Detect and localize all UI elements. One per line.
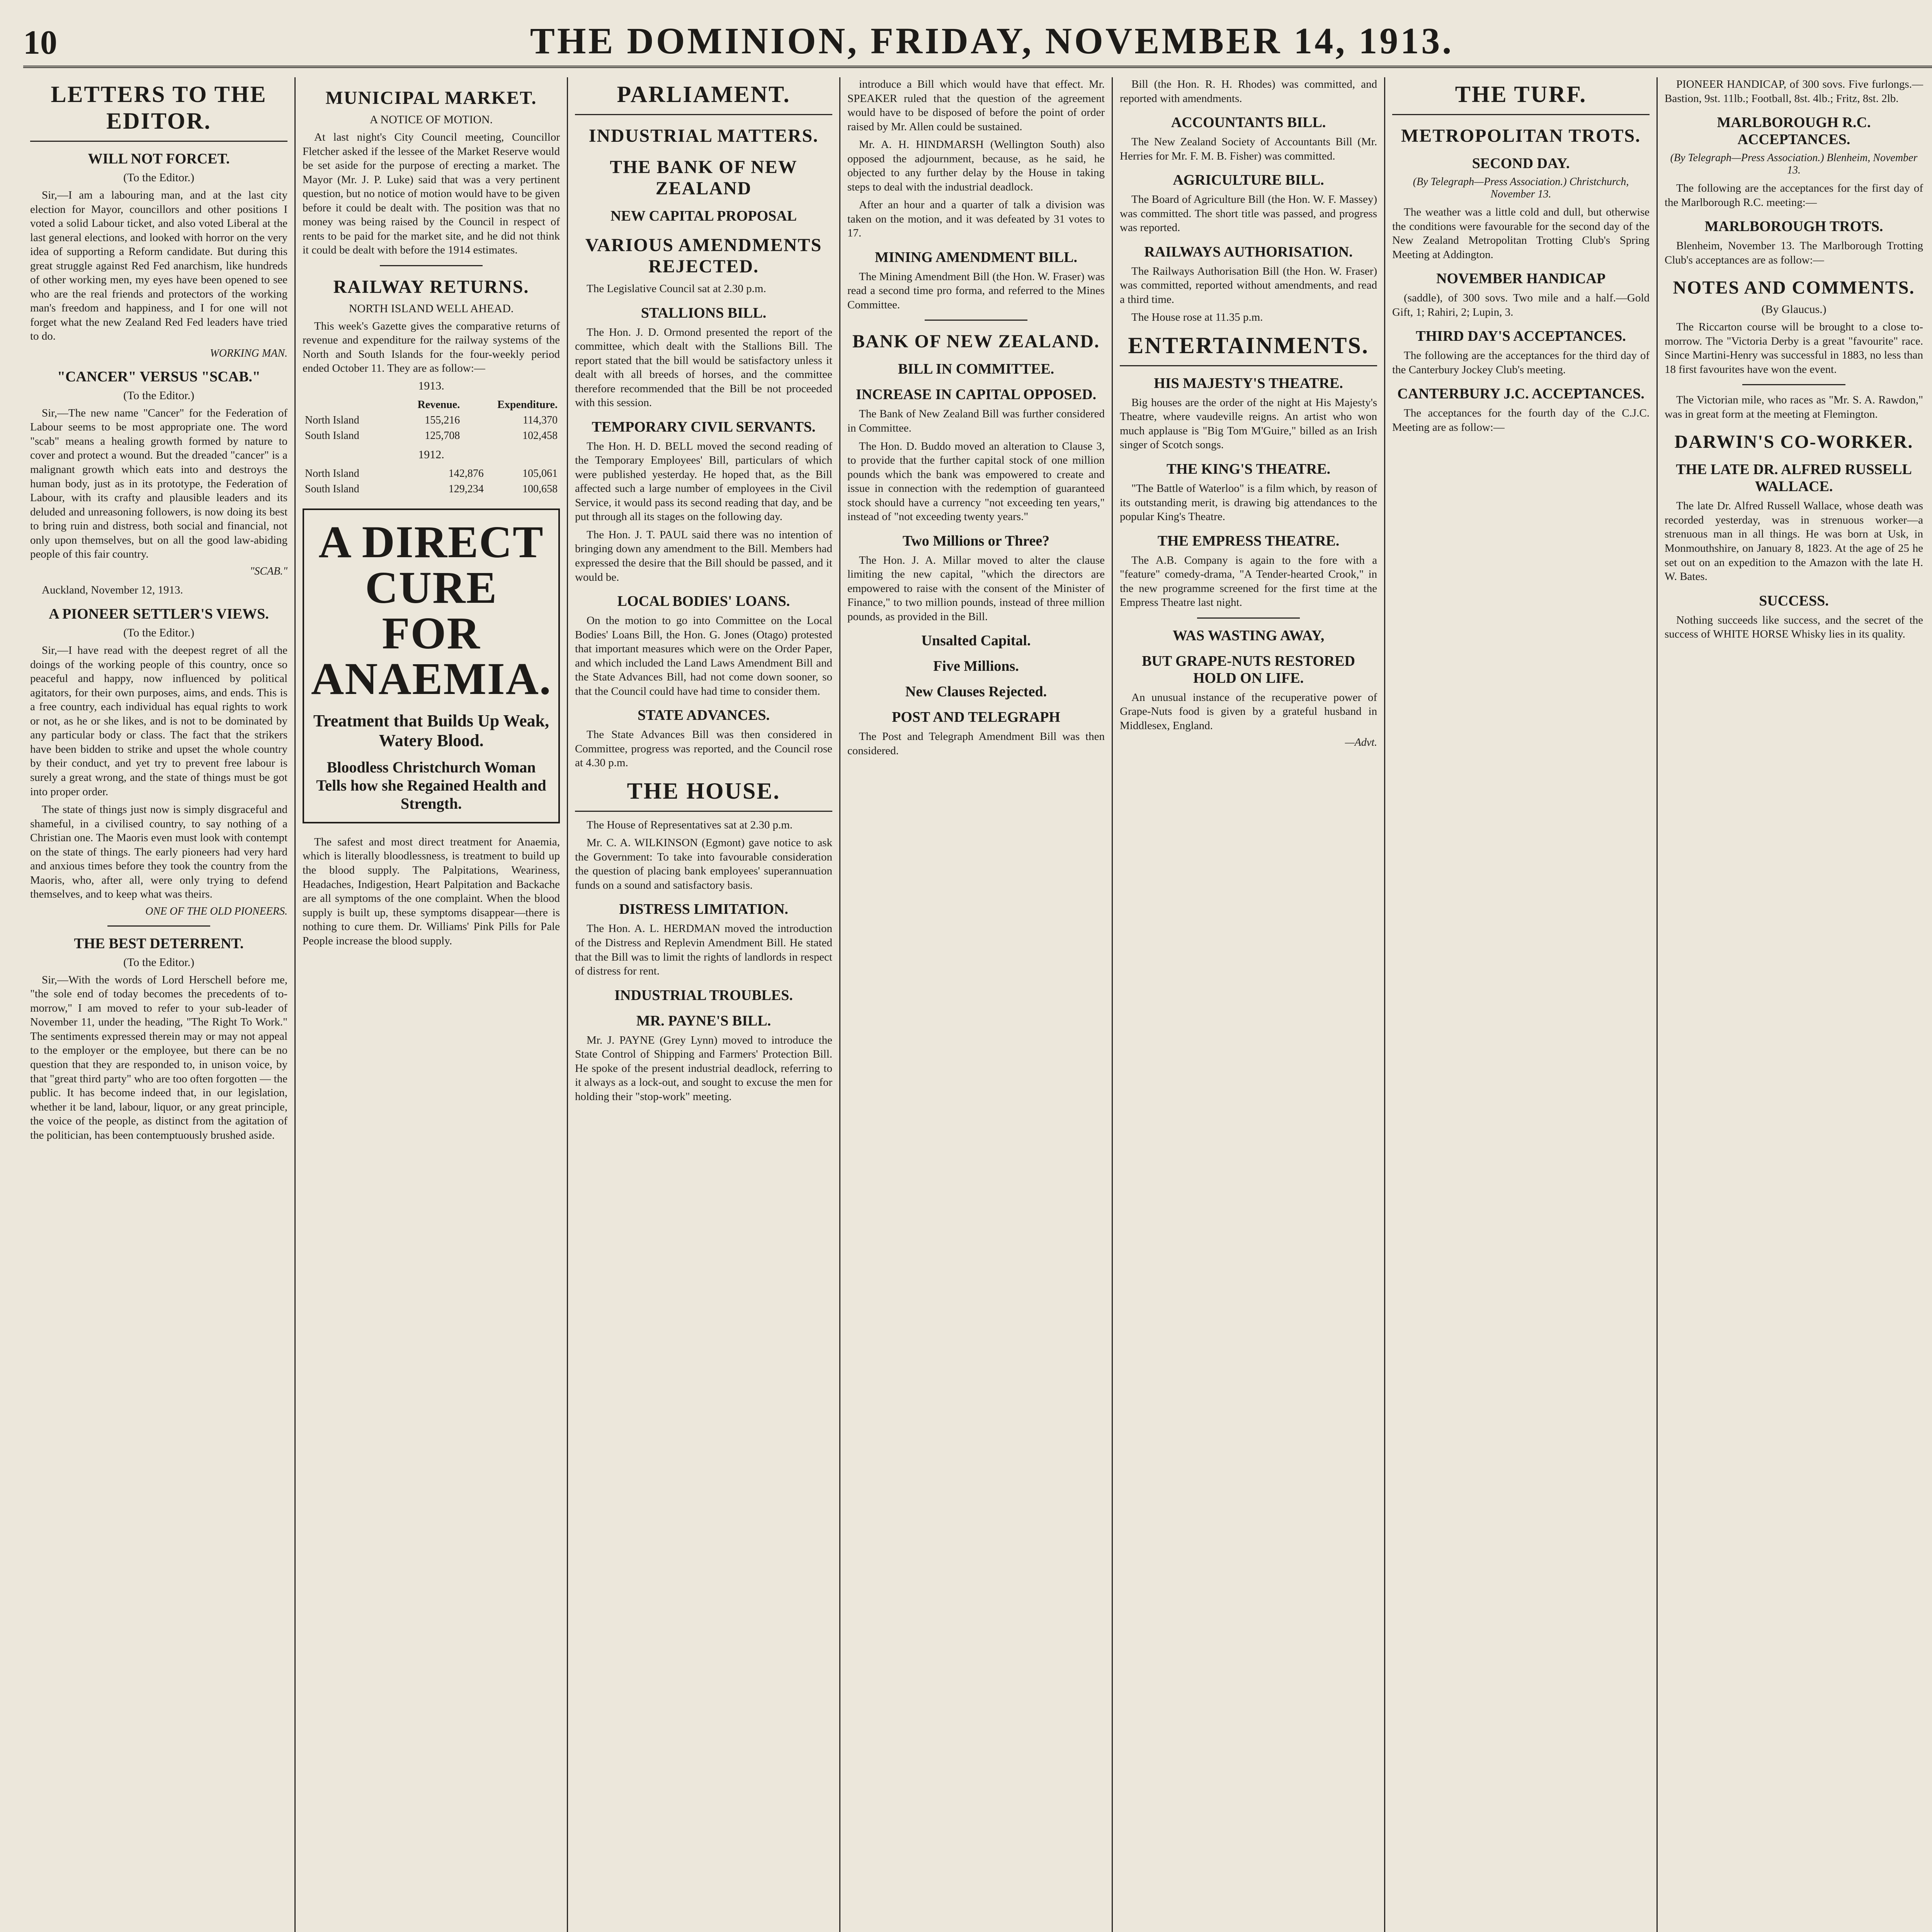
- railway-table: [303, 466, 560, 497]
- subheading: HIS MAJESTY'S THEATRE.: [1154, 375, 1343, 391]
- headline: VARIOUS AMENDMENTS REJECTED.: [585, 235, 822, 277]
- railway-body: This week's Gazette gives the comparative returns of revenue and expenditure for the railway systems of the North and South Islands for the four-weekly period ended October 11. They are as follow:—: [303, 320, 560, 375]
- to-editor: (To the Editor.): [123, 389, 194, 402]
- letter-body: Sir,—The new name "Cancer" for the Federation of Labour seems to be most appropriate one. The word "scab" means a healing growth formed by nature to cover and protect a wound. But the dreaded "cancer" is a malignant growth which eats into and destroys the human body, just as in its prototype, the Federation of Labour, with its crafty and plausible leaders and its deluded and unreasoning followers, is now doing its best to bring ruin and distress, both social and financial, not only upon themselves, but on all the good law-abiding people of this fair country.: [30, 406, 287, 561]
- headline: INDUSTRIAL MATTERS.: [588, 126, 819, 146]
- letters-section-heading: LETTERS TO THE EDITOR.: [30, 77, 287, 142]
- letter-signature: WORKING MAN.: [210, 347, 287, 359]
- article-body: The late Dr. Alfred Russell Wallace, whose death was recorded yesterday, was in strenuous worker—a strenuous man in all things. He was born at Usk, in Monmouthshire, on January 8, 1823. At the age of 25 he set out on an expedition to the Amazon with the late H. W. Bates.: [1665, 500, 1923, 583]
- subheading: TEMPORARY CIVIL SERVANTS.: [592, 418, 816, 435]
- article-body: The New Zealand Society of Accountants Bill (Mr. Herries for Mr. F. M. B. Fisher) was committed.: [1120, 136, 1377, 162]
- letter-heading: A PIONEER SETTLER'S VIEWS.: [49, 606, 269, 622]
- article-body: The A.B. Company is again to the fore with a "feature" comedy-drama, "A Tender-hearted Crook," in the new programme screened for the first time at the Empress Theatre last night.: [1120, 554, 1377, 609]
- article-body: Mr. A. H. HINDMARSH (Wellington South) also opposed the adjournment, because, as he said, he objected to any further delay by the House in taking steps to deal with the industrial deadlock.: [847, 138, 1105, 193]
- article-body: "The Battle of Waterloo" is a film which, by reason of its outstanding merit, is drawing big attendances to the popular King's Theatre.: [1120, 482, 1377, 523]
- ad-subheadline: Bloodless Christchurch Woman Tells how she Regained Health and Strength.: [316, 758, 546, 812]
- article-body: The Riccarton course will be brought to a close to-morrow. The "Victoria Derby is a great "favourite" race. Since Martini-Henry was successful in 1883, no less than 18 first favourites have won the event.: [1665, 321, 1923, 376]
- column-2: [296, 77, 568, 1932]
- ad-heading: SUCCESS.: [1759, 592, 1829, 609]
- to-editor: (To the Editor.): [123, 626, 194, 639]
- subheading: INDUSTRIAL TROUBLES.: [614, 987, 793, 1003]
- article-body: After an hour and a quarter of talk a division was taken on the motion, and it was defeated by 31 votes to 17.: [847, 199, 1105, 240]
- article-body: The acceptances for the fourth day of the C.J.C. Meeting are as follow:—: [1392, 407, 1650, 434]
- article-body: The House rose at 11.35 p.m.: [1131, 311, 1263, 324]
- subheading: POST AND TELEGRAPH: [892, 709, 1060, 726]
- article-body: The Mining Amendment Bill (the Hon. W. Fraser) was read a second time pro forma, and referred to the Mines Committee.: [847, 270, 1105, 311]
- col-expenditure: Expenditure.: [497, 398, 558, 411]
- letter-body: Sir,—I have read with the deepest regret of all the doings of the working people of this country, once so peaceful and happy, now influenced by political agitators, for their own purposes, aims, and ends. This is a free country, each individual has equal rights to work or not, as he or she likes, and is not to be dominated by any particular body or class. The fact that the strikers have been bidden to strike and upset the whole country by their conduct, and yet try to prevent free labour is surely a great wrong, and the state of things must be got into proper order.: [30, 644, 287, 798]
- subheading: DISTRESS LIMITATION.: [619, 901, 788, 918]
- ad-heading: BUT GRAPE-NUTS RESTORED HOLD ON LIFE.: [1142, 653, 1355, 686]
- columns: [23, 77, 1932, 1932]
- subheading: RAILWAYS AUTHORISATION.: [1144, 243, 1353, 260]
- divider: [380, 265, 483, 266]
- subheading: New Clauses Rejected.: [905, 684, 1047, 700]
- house-section-heading: THE HOUSE.: [575, 774, 832, 812]
- letter-heading: THE BEST DETERRENT.: [74, 935, 244, 952]
- divider: [925, 320, 1027, 321]
- ad-headline: FOR ANAEMIA.: [311, 607, 552, 704]
- ad-headline: A DIRECT CURE: [318, 516, 544, 613]
- railway-year: 1912.: [418, 448, 444, 461]
- article-body: Big houses are the order of the night at His Majesty's Theatre, where vaudeville reigns. An artist who won much applause is "Big Tom M'Guire," billed as an Irish singer of Scotch songs.: [1120, 396, 1377, 451]
- subheading: MARLBOROUGH TROTS.: [1704, 218, 1883, 235]
- article-body: The Victorian mile, who races as "Mr. S. A. Rawdon," was in great form at the meeting at Flemington.: [1665, 394, 1923, 420]
- letter-body: Sir,—I am a labouring man, and at the last city election for Mayor, councillors and other positions I voted a solid Labour ticket, and also voted Liberal at the last general elections, and looked with horror on the very idea of supporting a Reform candidate. But during this great struggle against Red Fed anarchism, like hundreds of other working men, my eyes have been opened to see who are the real friends and protectors of the working man's freedom and happiness, and I for one will not forget what the new Zealand Red Fed leaders have tried to do.: [30, 189, 287, 343]
- table-row: North Island 142,876 105,061: [305, 467, 558, 480]
- subheading: NOVEMBER HANDICAP: [1436, 270, 1606, 287]
- letter-heading: "CANCER" VERSUS "SCAB.": [57, 368, 261, 385]
- parliament-section-heading: PARLIAMENT.: [575, 77, 832, 115]
- ad-body: An unusual instance of the recuperative power of Grape-Nuts food is given by a grateful husband in Middlesex, England.: [1120, 691, 1377, 732]
- column-7: [1658, 77, 1930, 1932]
- to-editor: (To the Editor.): [123, 956, 194, 969]
- article-body: PIONEER HANDICAP, of 300 sovs. Five furlongs.—Bastion, 9st. 11lb.; Football, 8st. 4lb.; Fritz, 8st. 2lb.: [1665, 78, 1923, 105]
- headline: INCREASE IN CAPITAL OPPOSED.: [855, 386, 1097, 403]
- anaemia-advertisement: [303, 509, 560, 823]
- ad-body: Nothing succeeds like success, and the secret of the success of WHITE HORSE Whisky lies in its quality.: [1665, 614, 1923, 641]
- subheading: CANTERBURY J.C. ACCEPTANCES.: [1397, 386, 1645, 402]
- headline: NEW CAPITAL PROPOSAL: [610, 208, 797, 224]
- page-title: THE DOMINION, FRIDAY, NOVEMBER 14, 1913.: [530, 20, 1454, 61]
- byline: (By Glaucus.): [1761, 303, 1827, 316]
- subheading: THE EMPRESS THEATRE.: [1157, 532, 1340, 549]
- column-6: [1385, 77, 1658, 1932]
- ad-body: The safest and most direct treatment for Anaemia, which is literally bloodlessness, is treatment to build up the blood supply. The Palpitations, Weariness, Headaches, Indigestion, Heart Palpitation and Backache are all symptoms of the one complaint. When the blood supply is built up, these symptoms disappear—there is nothing to cure them. Dr. Williams' Pink Pills for Pale People increase the blood supply.: [303, 835, 560, 947]
- subheading: THE KING'S THEATRE.: [1166, 461, 1331, 477]
- masthead: [23, 15, 1932, 68]
- headline: DARWIN'S CO-WORKER.: [1674, 432, 1913, 452]
- subheading: Two Millions or Three?: [902, 532, 1050, 549]
- advt-mark: —Advt.: [1345, 736, 1377, 749]
- municipal-heading: MUNICIPAL MARKET.: [325, 88, 537, 108]
- table-row: South Island 129,234 100,658: [305, 483, 558, 495]
- turf-section-heading: THE TURF.: [1392, 77, 1650, 115]
- table-row: South Island 125,708 102,458: [305, 429, 558, 442]
- subheading: AGRICULTURE BILL.: [1173, 172, 1324, 189]
- subheading: THIRD DAY'S ACCEPTANCES.: [1416, 328, 1626, 345]
- article-body: The following are the acceptances for the first day of the Marlborough R.C. meeting:—: [1665, 182, 1923, 209]
- railway-heading: RAILWAY RETURNS.: [333, 276, 529, 297]
- article-body: Mr. J. PAYNE (Grey Lynn) moved to introduce the State Control of Shipping and Farmers' Protection Bill. He spoke of the present industrial deadlock, referring to it always as a lock-out, and sought to excuse the men for holding their "stop-work" meeting.: [575, 1034, 832, 1103]
- divider: [1742, 384, 1846, 385]
- subheading: Unsalted Capital.: [921, 633, 1031, 649]
- headline: METROPOLITAN TROTS.: [1401, 126, 1641, 146]
- page-number: 10: [23, 24, 57, 61]
- entertainments-section-heading: ENTERTAINMENTS.: [1120, 328, 1377, 366]
- divider: [107, 925, 210, 927]
- table-header: [303, 397, 560, 413]
- dateline: (By Telegraph—Press Association.) Christchurch, November 13.: [1413, 176, 1629, 200]
- column-5: [1113, 77, 1385, 1932]
- letter-heading: WILL NOT FORCET.: [88, 151, 230, 167]
- article-body: The Bank of New Zealand Bill was further considered in Committee.: [847, 408, 1105, 434]
- railway-year: 1913.: [418, 379, 444, 392]
- article-body: The State Advances Bill was then considered in Committee, progress was reported, and the Council rose at 4.30 p.m.: [575, 728, 832, 769]
- subheading: LOCAL BODIES' LOANS.: [617, 593, 790, 610]
- article-body: (saddle), of 300 sovs. Two mile and a half.—Gold Gift, 1; Rahiri, 2; Lupin, 3.: [1392, 292, 1650, 318]
- subheading: STATE ADVANCES.: [637, 707, 770, 724]
- subheading: Five Millions.: [933, 658, 1019, 675]
- letter-body: Sir,—With the words of Lord Herschell before me, "the sole end of today becomes the precedents of to-morrow," I am moved to refer to your sub-leader of November 11, under the heading, "The Right To Work." The sentiments expressed therein may or may not appeal to the employer or the employee, but there can be no question that they are responded to, in unison voice, by that "great third party" who are too often forgotten — the public. It has become indeed that, in our legislation, whether it be land, labour, liquor, or any great principle, the voice of the people, as distinct from the agitation of the politician, has been contemptuously brushed aside.: [30, 973, 287, 1141]
- subheading: MARLBOROUGH R.C. ACCEPTANCES.: [1717, 114, 1871, 148]
- divider: [1197, 617, 1300, 619]
- article-body: The Hon. J. A. Millar moved to alter the clause limiting the new capital, "which the directors are empowered to raise with the consent of the Minister of Finance," to two million pounds, instead of three million pounds, as provided in the Bill.: [847, 554, 1105, 623]
- article-body: The Hon. H. D. BELL moved the second reading of the Temporary Employees' Bill, particulars of which were published yesterday. He hoped that, as the Bill affected such a large number of employees in the Civil Service, it would pass its second reading that day, and be put through all its stages on the following day.: [575, 440, 832, 523]
- article-body: The House of Representatives sat at 2.30 p.m.: [587, 818, 793, 831]
- article-body: The weather was a little cold and dull, but otherwise the conditions were favourable for the second day of the New Zealand Metropolitan Trotting Club's Spring Meeting at Addington.: [1392, 206, 1650, 261]
- table-row: North Island 155,216 114,370: [305, 414, 558, 426]
- ad-heading: WAS WASTING AWAY,: [1172, 627, 1325, 644]
- letter-body: The state of things just now is simply disgraceful and shameful, in a civilised country, to say nothing of a Christian one. The Maoris even must look with contempt on the state of things. The early pioneers had very hard and anxious times before they took the country from the Maoris, who, after all, were only trying to defend themselves, and to keep what was theirs.: [30, 803, 287, 901]
- railway-table: [303, 397, 560, 444]
- article-body: The Hon. J. T. PAUL said there was no intention of bringing down any amendment to the Bill. Members had expressed the desire that the Bill should be passed, and it would be.: [575, 528, 832, 583]
- col-revenue: Revenue.: [417, 398, 460, 411]
- subheading: ACCOUNTANTS BILL.: [1171, 114, 1326, 131]
- subheading: STALLIONS BILL.: [641, 304, 767, 321]
- article-body: The Railways Authorisation Bill (the Hon. W. Fraser) was committed, reported without amendments, and read a third time.: [1120, 265, 1377, 306]
- column-1: [23, 77, 296, 1932]
- municipal-body: At last night's City Council meeting, Councillor Fletcher asked if the lessee of the Market Reserve would be set aside for the purpose of erecting a market. The Mayor (Mr. J. P. Luke) said that was a very pertinent question, but no notice of motion would have to be given before it could be dealt with. The position was that no money was being raised by the Council in respect of rents to be paid for the market site, and he did not think it could be dealt with before the 1914 estimates.: [303, 131, 560, 257]
- letter-signature: "SCAB.": [250, 565, 287, 577]
- article-body: Blenheim, November 13. The Marlborough Trotting Club's acceptances are as follow:—: [1665, 240, 1923, 266]
- municipal-subheading: A NOTICE OF MOTION.: [369, 113, 493, 126]
- railway-subheading: NORTH ISLAND WELL AHEAD.: [349, 302, 514, 315]
- headline: BANK OF NEW ZEALAND.: [852, 331, 1100, 352]
- article-body: The Hon. J. D. Ormond presented the report of the committee, which dealt with the Stallions Bill. The report stated that the bill would be satisfactory unless it dealt with all breeds of horses, and the committee therefore recommended that the Bill be not proceeded with this session.: [575, 326, 832, 409]
- article-body: introduce a Bill which would have that effect. Mr. SPEAKER ruled that the question of the agreement would have to be disposed of before the point of order raised by Mr. Allen could be sustained.: [847, 78, 1105, 133]
- article-body: The Post and Telegraph Amendment Bill was then considered.: [847, 730, 1105, 757]
- letter-signature: ONE OF THE OLD PIONEERS.: [145, 905, 287, 917]
- subheading: MINING AMENDMENT BILL.: [875, 249, 1077, 265]
- headline: THE LATE DR. ALFRED RUSSELL WALLACE.: [1676, 461, 1912, 495]
- column-4: [840, 77, 1113, 1932]
- article-body: The Hon. D. Buddo moved an alteration to Clause 3, to provide that the further capital stock of one million pounds which the bank was empowered to create and issue in connection with the redemption of guaranteed stock should have a currency "not exceeding ten years," instead of "not exceeding twenty years.": [847, 440, 1105, 523]
- ad-subheadline: Treatment that Builds Up Weak, Watery Blood.: [313, 711, 549, 750]
- article-body: The Board of Agriculture Bill (the Hon. W. F. Massey) was committed. The short title was passed, and progress was reported.: [1120, 193, 1377, 234]
- article-body: Bill (the Hon. R. H. Rhodes) was committed, and reported with amendments.: [1120, 78, 1377, 105]
- headline: THE BANK OF NEW ZEALAND: [610, 157, 798, 199]
- article-body: The Legislative Council sat at 2.30 p.m.: [587, 282, 766, 295]
- article-body: The following are the acceptances for the third day of the Canterbury Jockey Club's meeting.: [1392, 349, 1650, 376]
- headline: BILL IN COMMITTEE.: [898, 361, 1054, 378]
- headline: SECOND DAY.: [1472, 155, 1570, 172]
- article-body: On the motion to go into Committee on the Local Bodies' Loans Bill, the Hon. G. Jones (Otago) protested that important measures which were on the Order Paper, and which included the Land Laws Amendment Bill and the State Advances Bill, had not come down sooner, so that the Council could have had time to consider them.: [575, 614, 832, 697]
- article-body: The Hon. A. L. HERDMAN moved the introduction of the Distress and Replevin Amendment Bill. He stated that the Bill was to limit the rights of landlords in respect of distress for rent.: [575, 922, 832, 978]
- letter-dateline: Auckland, November 12, 1913.: [42, 583, 183, 596]
- article-body: Mr. C. A. WILKINSON (Egmont) gave notice to ask the Government: To take into favourable consideration the question of placing bank employees' superannuation funds on a sound and satisfactory basis.: [575, 837, 832, 891]
- subheading: MR. PAYNE'S BILL.: [636, 1012, 771, 1029]
- dateline: (By Telegraph—Press Association.) Blenheim, November 13.: [1670, 152, 1918, 177]
- column-3: [568, 77, 840, 1932]
- headline: NOTES AND COMMENTS.: [1673, 277, 1915, 298]
- to-editor: (To the Editor.): [123, 171, 194, 184]
